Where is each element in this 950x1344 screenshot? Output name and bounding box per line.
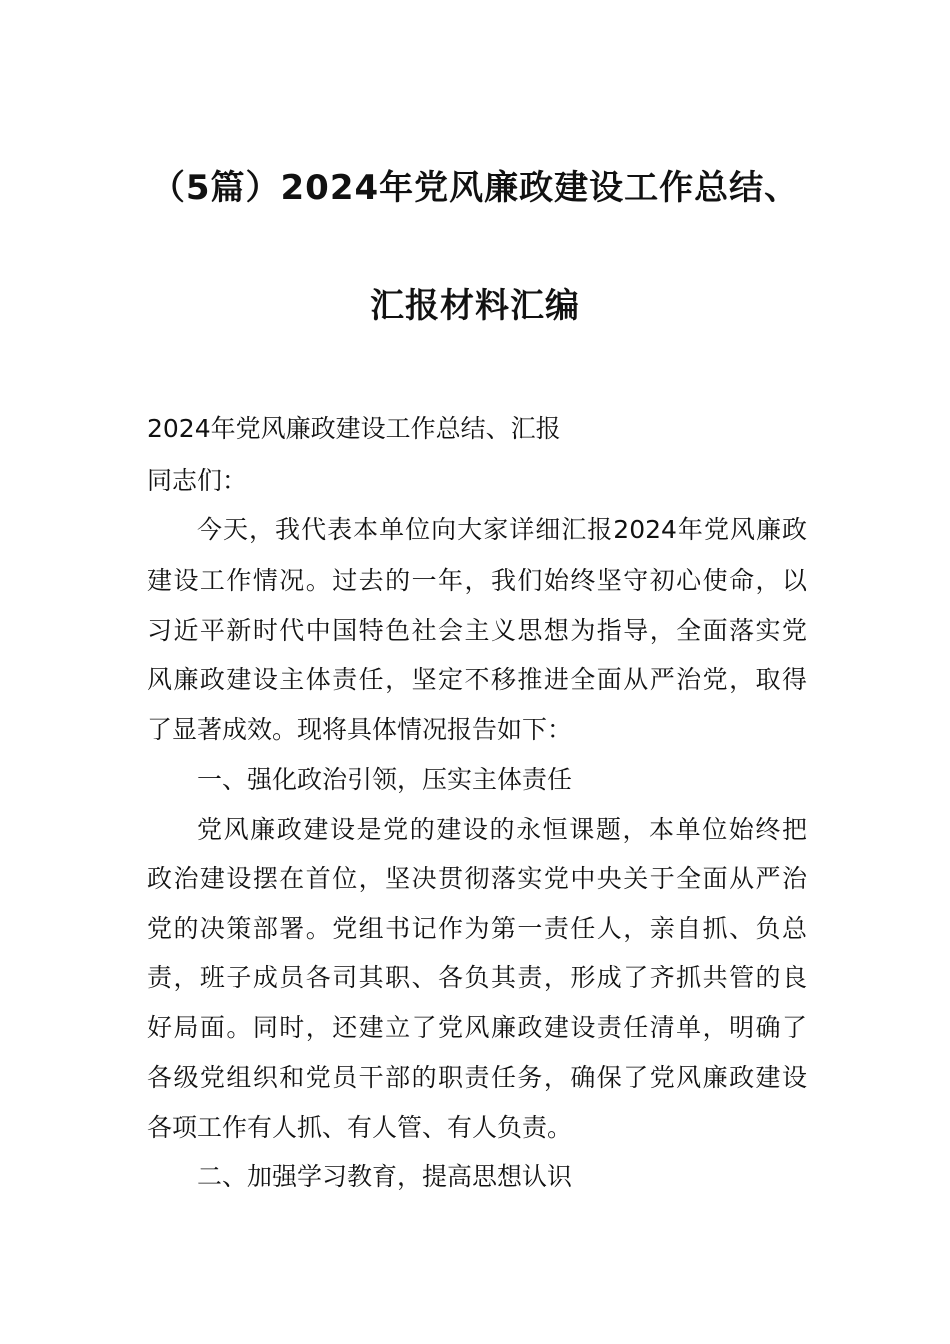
body-line: 责，班子成员各司其职、各负其责，形成了齐抓共管的良 bbox=[147, 963, 807, 992]
salutation: 同志们： bbox=[147, 466, 248, 495]
section-subtitle: 2024年党风廉政建设工作总结、汇报 bbox=[147, 414, 561, 443]
section-heading-1: 一、强化政治引领，压实主体责任 bbox=[197, 765, 573, 794]
body-line: 风廉政建设主体责任，坚定不移推进全面从严治党，取得 bbox=[147, 665, 807, 694]
document-title-line-2: 汇报材料汇编 bbox=[370, 286, 580, 326]
body-line: 党风廉政建设是党的建设的永恒课题，本单位始终把 bbox=[197, 815, 807, 844]
body-line: 好局面。同时，还建立了党风廉政建设责任清单，明确了 bbox=[147, 1013, 807, 1042]
document-title-line-1: （5篇）2024年党风廉政建设工作总结、 bbox=[150, 168, 800, 208]
body-line: 习近平新时代中国特色社会主义思想为指导，全面落实党 bbox=[147, 616, 807, 645]
body-line: 政治建设摆在首位，坚决贯彻落实党中央关于全面从严治 bbox=[147, 864, 807, 893]
body-line: 党的决策部署。党组书记作为第一责任人，亲自抓、负总 bbox=[147, 914, 807, 943]
body-line: 了显著成效。现将具体情况报告如下： bbox=[147, 715, 573, 744]
body-line: 建设工作情况。过去的一年，我们始终坚守初心使命，以 bbox=[147, 566, 807, 595]
body-line: 各项工作有人抓、有人管、有人负责。 bbox=[147, 1113, 573, 1142]
body-line: 今天，我代表本单位向大家详细汇报2024年党风廉政 bbox=[197, 515, 807, 544]
body-line: 各级党组织和党员干部的职责任务，确保了党风廉政建设 bbox=[147, 1063, 807, 1092]
section-heading-2: 二、加强学习教育，提高思想认识 bbox=[197, 1162, 573, 1191]
